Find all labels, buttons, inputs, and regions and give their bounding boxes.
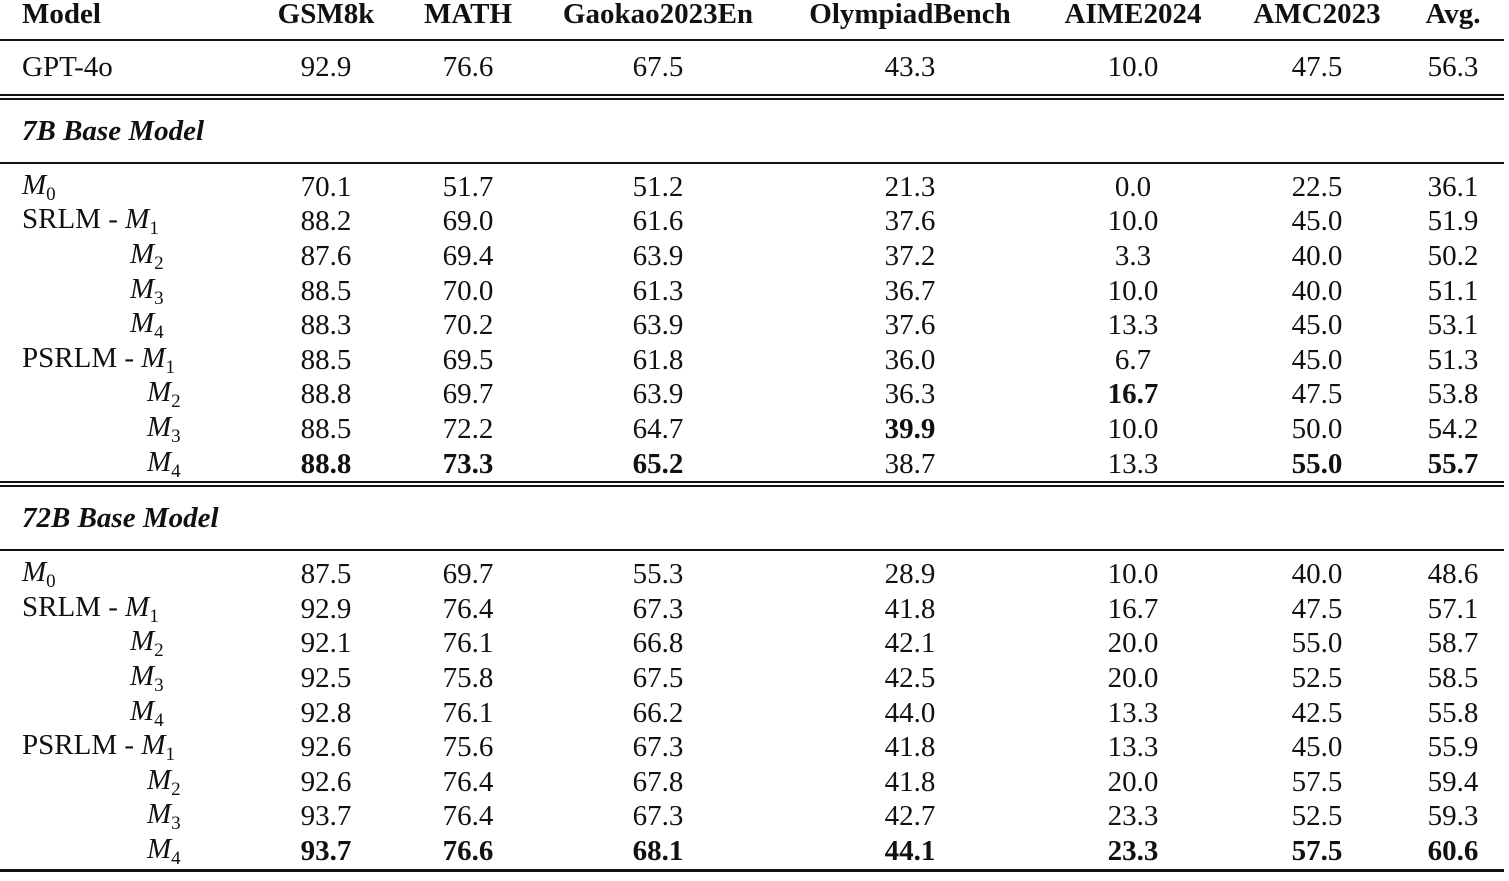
score-cell: 42.1 <box>884 627 936 660</box>
score-cell: 92.6 <box>300 765 352 798</box>
score-cell: 51.2 <box>530 163 786 205</box>
score-cell: 42.5 <box>884 661 936 694</box>
score-cell: 23.3 <box>1034 834 1232 870</box>
score-cell: 61.3 <box>632 274 684 307</box>
score-cell: 57.1 <box>1427 592 1479 625</box>
score-cell: 42.7 <box>884 800 936 833</box>
score-cell: 92.9 <box>246 40 406 97</box>
model-label <box>0 592 246 627</box>
gpt-row <box>0 40 1504 97</box>
score-cell: 54.2 <box>1427 412 1479 445</box>
table-row <box>0 274 1504 309</box>
score-cell: 69.5 <box>442 343 494 376</box>
score-cell: 37.6 <box>884 309 936 342</box>
score-cell: 45.0 <box>1291 309 1343 342</box>
score-cell: 55.0 <box>1291 627 1343 660</box>
score-cell: 92.6 <box>300 731 352 764</box>
table-row <box>0 800 1504 835</box>
score-cell: 36.7 <box>884 274 936 307</box>
score-cell: 88.8 <box>300 447 352 480</box>
score-cell: 88.2 <box>300 205 352 238</box>
score-cell: 43.3 <box>786 40 1034 97</box>
score-cell: 38.7 <box>884 447 936 480</box>
model-label <box>0 550 246 592</box>
section-title: 72B Base Model <box>0 484 1504 550</box>
score-cell: 63.9 <box>632 239 684 272</box>
model-label: GPT-4o <box>0 40 246 97</box>
score-cell: 10.0 <box>1107 205 1159 238</box>
table-row <box>0 447 1504 485</box>
score-cell: 40.0 <box>1291 274 1343 307</box>
model-symbol: M <box>130 659 155 692</box>
score-cell: 13.3 <box>1107 731 1159 764</box>
score-cell: 13.3 <box>1107 447 1159 480</box>
model-label <box>0 834 246 870</box>
score-cell: 53.1 <box>1427 309 1479 342</box>
score-cell: 50.0 <box>1291 412 1343 445</box>
model-symbol: M <box>130 694 155 727</box>
score-cell: 55.9 <box>1427 731 1479 764</box>
model-label <box>0 239 246 274</box>
column-header: AIME2024 <box>1064 0 1202 30</box>
score-cell: 76.6 <box>406 40 530 97</box>
model-label <box>0 205 246 240</box>
model-subscript: 1 <box>165 744 175 766</box>
model-symbol: M <box>130 272 155 305</box>
score-cell: 67.5 <box>632 661 684 694</box>
score-cell: 61.6 <box>632 205 684 238</box>
model-subscript: 2 <box>154 640 164 662</box>
score-cell: 76.1 <box>442 627 494 660</box>
score-cell: 76.1 <box>442 696 494 729</box>
score-cell: 70.1 <box>246 163 406 205</box>
model-label <box>0 800 246 835</box>
score-cell: 10.0 <box>1034 550 1232 592</box>
model-symbol: M <box>147 410 172 443</box>
score-cell: 69.0 <box>442 205 494 238</box>
score-cell: 57.5 <box>1232 834 1402 870</box>
score-cell: 75.6 <box>442 731 494 764</box>
score-cell: 55.0 <box>1291 447 1343 480</box>
model-subscript: 4 <box>171 847 181 869</box>
score-cell: 56.3 <box>1402 40 1504 97</box>
table-row <box>0 661 1504 696</box>
table-row <box>0 378 1504 413</box>
score-cell: 16.7 <box>1107 378 1159 411</box>
table-row <box>0 163 1504 205</box>
model-subscript: 3 <box>154 674 164 696</box>
score-cell: 52.5 <box>1291 800 1343 833</box>
score-cell: 40.0 <box>1291 239 1343 272</box>
model-label <box>0 765 246 800</box>
score-cell: 20.0 <box>1107 661 1159 694</box>
score-cell: 28.9 <box>786 550 1034 592</box>
score-cell: 41.8 <box>884 592 936 625</box>
model-subscript: 1 <box>149 218 159 240</box>
model-symbol: M <box>147 763 172 796</box>
score-cell: 39.9 <box>884 412 936 445</box>
score-cell: 44.1 <box>786 834 1034 870</box>
score-cell: 76.4 <box>442 800 494 833</box>
score-cell: 68.1 <box>530 834 786 870</box>
score-cell: 13.3 <box>1107 309 1159 342</box>
score-cell: 51.1 <box>1427 274 1479 307</box>
score-cell: 66.8 <box>632 627 684 660</box>
score-cell: 70.2 <box>442 309 494 342</box>
score-cell: 10.0 <box>1107 274 1159 307</box>
score-cell: 69.7 <box>406 550 530 592</box>
score-cell: 88.8 <box>300 378 352 411</box>
score-cell: 0.0 <box>1034 163 1232 205</box>
score-cell: 66.2 <box>632 696 684 729</box>
score-cell: 47.5 <box>1291 592 1343 625</box>
score-cell: 67.8 <box>632 765 684 798</box>
score-cell: 21.3 <box>786 163 1034 205</box>
score-cell: 67.5 <box>530 40 786 97</box>
model-label <box>0 163 246 205</box>
score-cell: 57.5 <box>1291 765 1343 798</box>
model-prefix: PSRLM - <box>22 341 142 374</box>
score-cell: 58.5 <box>1427 661 1479 694</box>
column-header: Gaokao2023En <box>562 0 754 30</box>
table-row <box>0 592 1504 627</box>
model-symbol: M <box>125 203 150 236</box>
score-cell: 63.9 <box>632 309 684 342</box>
model-label <box>0 378 246 413</box>
score-cell: 23.3 <box>1107 800 1159 833</box>
model-subscript: 3 <box>154 287 164 309</box>
model-subscript: 2 <box>154 252 164 274</box>
score-cell: 51.3 <box>1427 343 1479 376</box>
model-subscript: 4 <box>154 709 164 731</box>
model-symbol: M <box>147 376 172 409</box>
score-cell: 72.2 <box>442 412 494 445</box>
score-cell: 41.8 <box>884 765 936 798</box>
score-cell: 50.2 <box>1427 239 1479 272</box>
score-cell: 93.7 <box>300 800 352 833</box>
model-label <box>0 447 246 485</box>
score-cell: 76.4 <box>442 592 494 625</box>
model-subscript: 0 <box>46 571 56 593</box>
score-cell: 41.8 <box>884 731 936 764</box>
score-cell: 22.5 <box>1232 163 1402 205</box>
model-subscript: 3 <box>171 425 181 447</box>
table-row <box>0 412 1504 447</box>
table-row <box>0 834 1504 870</box>
score-cell: 53.8 <box>1427 378 1479 411</box>
score-cell: 76.4 <box>442 765 494 798</box>
column-header: GSM8k <box>277 0 375 30</box>
model-symbol: M <box>130 307 155 340</box>
score-cell: 64.7 <box>632 412 684 445</box>
score-cell: 6.7 <box>1114 343 1152 376</box>
model-subscript: 0 <box>46 183 56 205</box>
model-subscript: 4 <box>154 322 164 344</box>
table-row <box>0 308 1504 343</box>
score-cell: 20.0 <box>1107 627 1159 660</box>
table-row <box>0 550 1504 592</box>
score-cell: 36.1 <box>1402 163 1504 205</box>
score-cell: 36.3 <box>884 378 936 411</box>
model-subscript: 1 <box>149 605 159 627</box>
score-cell: 45.0 <box>1291 343 1343 376</box>
column-header: AMC2023 <box>1253 0 1381 30</box>
score-cell: 36.0 <box>884 343 936 376</box>
table-row <box>0 765 1504 800</box>
score-cell: 60.6 <box>1402 834 1504 870</box>
score-cell: 10.0 <box>1034 40 1232 97</box>
score-cell: 69.7 <box>442 378 494 411</box>
score-cell: 58.7 <box>1427 627 1479 660</box>
model-subscript: 3 <box>171 813 181 835</box>
model-prefix: PSRLM - <box>22 729 142 762</box>
score-cell: 40.0 <box>1232 550 1402 592</box>
model-label <box>0 696 246 731</box>
table-row <box>0 239 1504 274</box>
model-label <box>0 730 246 765</box>
score-cell: 92.9 <box>300 592 352 625</box>
score-cell: 76.6 <box>406 834 530 870</box>
score-cell: 16.7 <box>1107 592 1159 625</box>
score-cell: 63.9 <box>632 378 684 411</box>
score-cell: 88.5 <box>300 412 352 445</box>
model-subscript: 4 <box>171 460 181 482</box>
header-row <box>0 0 1504 40</box>
score-cell: 48.6 <box>1402 550 1504 592</box>
model-label <box>0 661 246 696</box>
score-cell: 69.4 <box>442 239 494 272</box>
section-header-row <box>0 484 1504 550</box>
score-cell: 55.7 <box>1427 447 1479 480</box>
score-cell: 88.5 <box>300 343 352 376</box>
score-cell: 45.0 <box>1291 731 1343 764</box>
score-cell: 87.6 <box>300 239 352 272</box>
score-cell: 45.0 <box>1291 205 1343 238</box>
score-cell: 92.5 <box>300 661 352 694</box>
score-cell: 88.3 <box>300 309 352 342</box>
model-symbol: M <box>141 341 166 374</box>
section-header-row <box>0 97 1504 163</box>
model-label <box>0 343 246 378</box>
model-symbol: M <box>125 590 150 623</box>
score-cell: 42.5 <box>1291 696 1343 729</box>
model-symbol: M <box>147 832 172 865</box>
model-symbol: M <box>147 798 172 831</box>
score-cell: 70.0 <box>442 274 494 307</box>
table-row <box>0 696 1504 731</box>
score-cell: 51.7 <box>406 163 530 205</box>
score-cell: 59.4 <box>1427 765 1479 798</box>
score-cell: 37.2 <box>884 239 936 272</box>
score-cell: 47.5 <box>1291 378 1343 411</box>
score-cell: 47.5 <box>1232 40 1402 97</box>
model-subscript: 2 <box>171 778 181 800</box>
column-header: Model <box>22 0 101 30</box>
score-cell: 73.3 <box>442 447 494 480</box>
score-cell: 20.0 <box>1107 765 1159 798</box>
model-symbol: M <box>130 237 155 270</box>
column-header: Avg. <box>1425 0 1481 30</box>
score-cell: 92.1 <box>300 627 352 660</box>
score-cell: 93.7 <box>246 834 406 870</box>
score-cell: 55.3 <box>530 550 786 592</box>
score-cell: 55.8 <box>1427 696 1479 729</box>
score-cell: 92.8 <box>300 696 352 729</box>
model-symbol: M <box>141 729 166 762</box>
model-label <box>0 412 246 447</box>
score-cell: 52.5 <box>1291 661 1343 694</box>
score-cell: 87.5 <box>246 550 406 592</box>
score-cell: 59.3 <box>1427 800 1479 833</box>
score-cell: 44.0 <box>884 696 936 729</box>
score-cell: 65.2 <box>632 447 684 480</box>
model-subscript: 2 <box>171 391 181 413</box>
model-label <box>0 308 246 343</box>
score-cell: 51.9 <box>1427 205 1479 238</box>
table-row <box>0 343 1504 378</box>
model-label <box>0 274 246 309</box>
section-title: 7B Base Model <box>0 97 1504 163</box>
model-symbol: M <box>22 168 47 201</box>
score-cell: 13.3 <box>1107 696 1159 729</box>
column-header: OlympiadBench <box>809 0 1011 30</box>
score-cell: 61.8 <box>632 343 684 376</box>
score-cell: 67.3 <box>632 592 684 625</box>
model-prefix: SRLM - <box>22 203 126 236</box>
model-subscript: 1 <box>165 356 175 378</box>
model-prefix: SRLM - <box>22 590 126 623</box>
model-symbol: M <box>130 625 155 658</box>
table-row <box>0 205 1504 240</box>
table-row <box>0 627 1504 662</box>
score-cell: 37.6 <box>884 205 936 238</box>
score-cell: 67.3 <box>632 731 684 764</box>
model-symbol: M <box>22 556 47 589</box>
column-header: MATH <box>423 0 513 30</box>
score-cell: 3.3 <box>1114 239 1152 272</box>
model-symbol: M <box>147 445 172 478</box>
score-cell: 75.8 <box>442 661 494 694</box>
model-label <box>0 627 246 662</box>
score-cell: 10.0 <box>1107 412 1159 445</box>
table-row <box>0 730 1504 765</box>
score-cell: 88.5 <box>300 274 352 307</box>
score-cell: 67.3 <box>632 800 684 833</box>
